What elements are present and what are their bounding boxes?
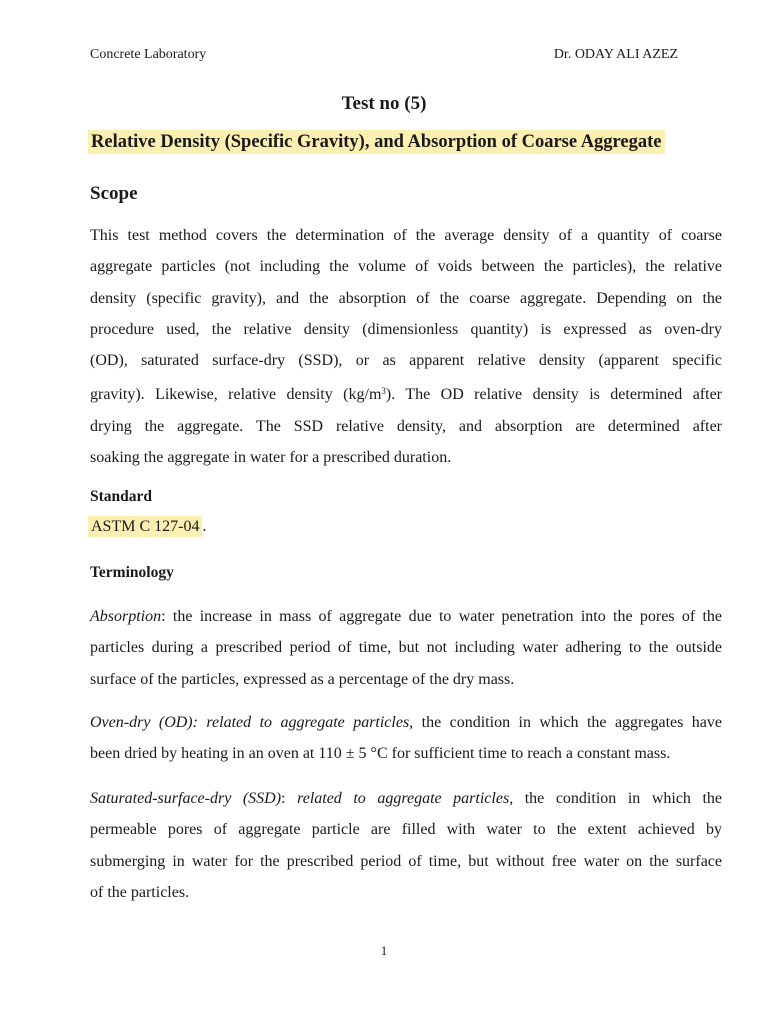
- standard-highlight: ASTM C 127-04: [88, 516, 202, 537]
- scope-heading: Scope: [90, 183, 138, 204]
- scope-line: density (specific gravity), and the absorption of the coarse aggregate. Depending on the: [90, 289, 722, 307]
- term-qualifier: : related to aggregate particles,: [192, 714, 414, 731]
- definition-line: [90, 601, 722, 632]
- definition-line: [90, 707, 722, 738]
- term-ssd: Saturated-surface-dry (SSD): [90, 790, 282, 807]
- scope-line: [90, 376, 722, 410]
- scope-line: drying the aggregate. The SSD relative density, and absorption are determined after: [90, 417, 722, 435]
- definition-line: submerging in water for the prescribed period of time, but without free water on the surface: [90, 852, 722, 870]
- ssd-definition: [90, 783, 722, 908]
- definition-line: of the particles.: [90, 883, 190, 901]
- definition-line: permeable pores of aggregate particle are filled with water to the extent achieved by: [90, 821, 722, 839]
- standard-heading: Standard: [90, 488, 153, 505]
- scope-line: procedure used, the relative density (dimensionless quantity) is expressed as oven-dry: [90, 320, 722, 338]
- page-number: 1: [380, 943, 388, 958]
- superscript-3: 3: [381, 386, 386, 397]
- definition-line: [90, 783, 722, 814]
- document-title: [88, 132, 665, 153]
- test-number-heading: Test no (5): [341, 93, 427, 114]
- title-highlight: Relative Density (Specific Gravity), and Absorption of Coarse Aggregate: [88, 130, 665, 154]
- scope-line-part: ). The OD relative density is determined after: [385, 386, 722, 404]
- scope-line: This test method covers the determination of the average density of a quantity of coarse: [90, 227, 722, 244]
- definition-text: , the condition in which the: [509, 790, 723, 807]
- scope-line: soaking the aggregate in water for a prescribed duration.: [90, 449, 452, 467]
- definition-text: : the increase in mass of aggregate due to water penetration into the pores of the: [161, 608, 722, 625]
- terminology-heading: Terminology: [90, 564, 174, 581]
- scope-line: aggregate particles (not including the volume of voids between the particles), the relative: [90, 258, 722, 276]
- oven-dry-definition: [90, 707, 722, 770]
- scope-line: (OD), saturated surface-dry (SSD), or as apparent relative density (apparent specific: [90, 352, 722, 370]
- header-author: Dr. ODAY ALI AZEZ: [553, 47, 678, 62]
- standard-value: [88, 518, 206, 536]
- absorption-definition: [90, 601, 722, 695]
- definition-line: surface of the particles, expressed as a percentage of the dry mass.: [90, 670, 515, 688]
- scope-paragraph: [90, 220, 722, 473]
- definition-text: the condition in which the aggregates have: [413, 714, 722, 731]
- term-qualifier: related to aggregate particles: [285, 790, 510, 807]
- scope-line-part: gravity). Likewise, relative density (kg/m: [90, 386, 382, 404]
- standard-suffix: .: [202, 518, 207, 535]
- header-lab-name: Concrete Laboratory: [90, 47, 207, 62]
- term-oven-dry: Oven-dry (OD): [90, 714, 193, 731]
- definition-line: been dried by heating in an oven at 110 ± 5 °C for sufficient time to reach a constant mass.: [90, 745, 671, 763]
- definition-line: particles during a prescribed period of time, but not including water adhering to the outside: [90, 639, 722, 657]
- term-absorption: Absorption: [90, 608, 162, 625]
- term-colon: :: [281, 790, 286, 807]
